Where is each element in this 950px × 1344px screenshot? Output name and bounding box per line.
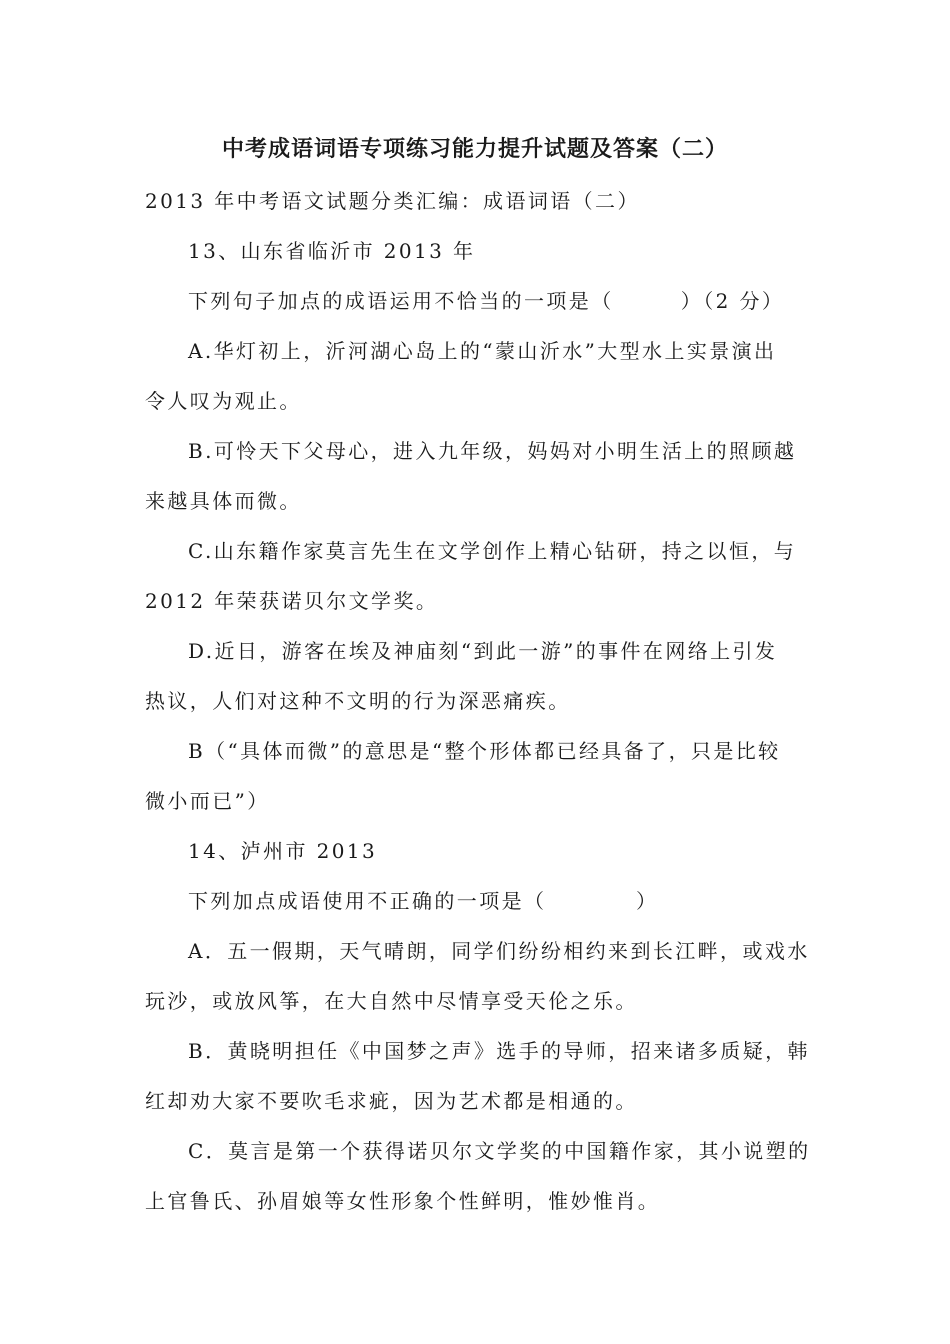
q13-option-b: B.可怜天下父母心，进入九年级，妈妈对小明生活上的照顾越: [188, 439, 797, 463]
q13-option-c-cont: 2012 年荣获诺贝尔文学奖。: [145, 589, 439, 613]
q13-option-d-cont: 热议，人们对这种不文明的行为深恶痛疾。: [145, 689, 571, 713]
q14-option-a-cont: 玩沙，或放风筝，在大自然中尽情享受天伦之乐。: [145, 989, 638, 1013]
q14-option-c: C．莫言是第一个获得诺贝尔文学奖的中国籍作家，其小说塑的: [188, 1139, 811, 1163]
q13-answer: B（“具体而微”的意思是“整个形体都已经具备了，只是比较: [188, 739, 781, 763]
q13-answer-cont: 微小而已”）: [145, 789, 270, 813]
document-subtitle: 2013 年中考语文试题分类汇编：成语词语（二）: [145, 189, 640, 213]
q14-option-a: A．五一假期，天气晴朗，同学们纷纷相约来到长江畔，或戏水: [188, 939, 810, 963]
q14-option-b-cont: 红却劝大家不要吹毛求疵，因为艺术都是相通的。: [145, 1089, 638, 1113]
q13-option-b-cont: 来越具体而微。: [145, 489, 302, 513]
document-title: 中考成语词语专项练习能力提升试题及答案（二）: [221, 137, 728, 162]
q14-option-c-cont: 上官鲁氏、孙眉娘等女性形象个性鲜明，惟妙惟肖。: [145, 1189, 661, 1213]
q14-option-b: B．黄晓明担任《中国梦之声》选手的导师，招来诸多质疑，韩: [188, 1039, 810, 1063]
q13-stem: 下列句子加点的成语运用不恰当的一项是（ ）（2 分）: [188, 289, 785, 313]
q14-stem: 下列加点成语使用不正确的一项是（ ）: [188, 889, 659, 913]
q14-source: 14、泸州市 2013: [188, 839, 378, 863]
q13-option-a: A.华灯初上，沂河湖心岛上的“蒙山沂水”大型水上实景演出: [188, 339, 777, 363]
q13-source: 13、山东省临沂市 2013 年: [188, 239, 476, 263]
q13-option-d: D.近日，游客在埃及神庙刻“到此一游”的事件在网络上引发: [188, 639, 778, 663]
q13-option-a-cont: 令人叹为观止。: [145, 389, 302, 413]
q13-option-c: C.山东籍作家莫言先生在文学创作上精心钻研，持之以恒，与: [188, 539, 797, 563]
